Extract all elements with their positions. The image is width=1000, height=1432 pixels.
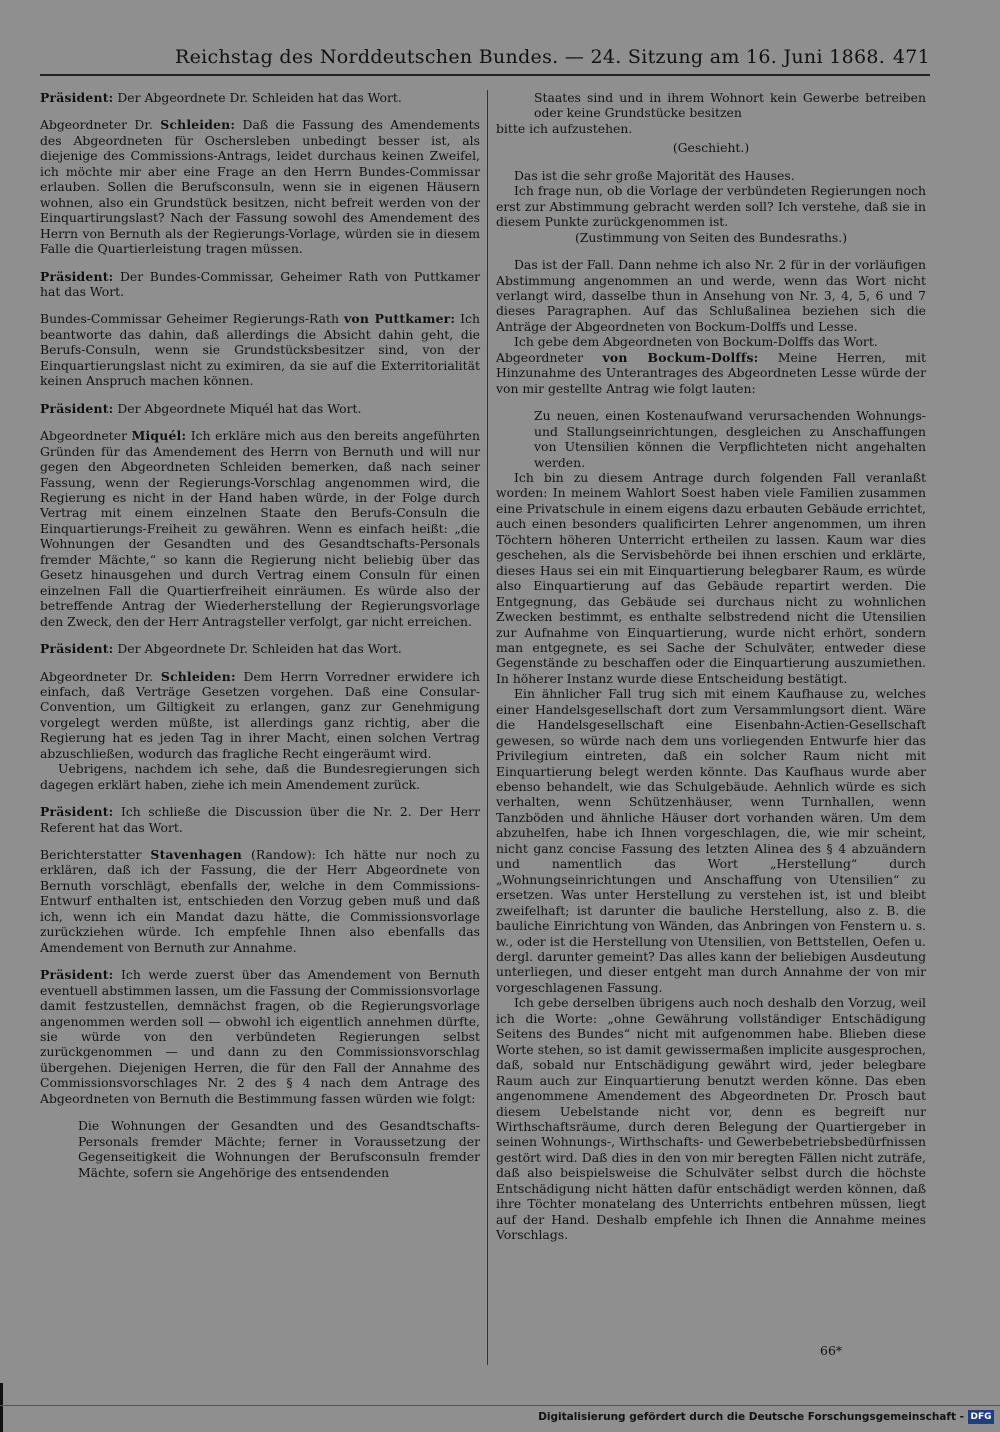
left-column [40,90,480,1180]
speaker-name: von Puttkamer: [344,311,456,327]
speaker-title: Abgeordneter Dr. [40,117,153,133]
paragraph [496,183,926,229]
speaker-name: Schleiden: [160,668,236,684]
speaker-name: Stavenhagen [150,847,243,863]
paragraph [78,1118,480,1180]
speaker-name: Präsident: [40,268,114,284]
speaker-name: Präsident: [40,967,114,983]
paragraph-text: Der Bundes-Commissar, Geheimer Rath von Puttkamer hat das Wort. [40,268,480,299]
paragraph-text: Der Abgeordnete Dr. Schleiden hat das Wort. [117,641,402,657]
paragraph-text: Zu neuen, einen Kostenaufwand verursachenden Wohnungs- und Stallungseinrichtungen, desgleichen zu Anschaffungen von Utensilien können die Verpflichteten nicht angehalten werden. [534,408,926,470]
speaker-title: Abgeordneter Dr. [40,668,154,684]
paragraph [534,90,926,121]
sheet-signature: 66* [820,1343,843,1358]
page-header [40,46,930,72]
paragraph-text: Daß die Fassung des Amendements des Abgeordneten für Oschersleben unbedingt besser ist, als diejenige des Commissions-Antrags, leidet durchaus keinen Zweifel, ich möchte mir aber eine Frage an den Herrn Bundes-Commissar erlauben. Sollen die Berufsconsuln, wenn sie in eigenen Häusern wohnen, also ein Grundstück besitzen, nicht befreit werden von der Einquartirungslast? Nach der Fassung sowohl des Amendement des Herrn von Bernuth als der Regierungs-Vorlage, würden sie in diesem Falle die Quartierleistung tragen müssen. [40,117,480,257]
paragraph-text: Der Abgeordnete Miquél hat das Wort. [117,400,362,416]
funding-credit: Digitalisierung gefördert durch die Deutsche Forschungsgemeinschaft - [538,1411,964,1423]
paragraph-text: Staates sind und in ihrem Wohnort kein Gewerbe betreiben oder keine Grundstücke besitzen [534,90,926,121]
paragraph [40,967,480,1106]
scan-edge-mark [0,1383,3,1432]
paragraph [534,408,926,470]
paragraph-text: Das ist die sehr große Majorität des Hauses. [514,167,795,183]
speaker-title: Berichterstatter [40,847,142,863]
speaker-name: Miquél: [131,428,187,444]
paragraph [40,847,480,955]
paragraph [40,401,480,416]
paragraph-text: Die Wohnungen der Gesandten und des Gesandtschafts-Personals fremder Mächte; ferner in Voraussetzung der Gegenseitigkeit die Wohnungen der Berufsconsuln fremder Mächte, sofern sie Angehörige des entsendenden [78,1118,480,1180]
speaker-name: Präsident: [40,400,114,416]
paragraph-text: Dem Herrn Vorredner erwidere ich einfach, daß Verträge Gesetzen vorgehen. Daß eine Consular-Convention, um Giltigkeit zu erlangen, ganz zur Genehmigung vorgelegt werden müßte, ist allerdings ganz richtig, aber die Regierung hat es jeden Tag in ihrer Macht, einen solchen Vertrag abzuschließen, wodurch das fragliche Recht eingeräumt wird. [40,668,480,761]
paragraph-text: Der Abgeordnete Dr. Schleiden hat das Wort. [117,90,402,105]
speaker-name: Präsident: [40,90,114,105]
paragraph [40,117,480,256]
speaker-name: Präsident: [40,804,114,820]
paragraph-text: Ich gebe derselben übrigens auch noch deshalb den Vorzug, weil ich die Worte: „ohne Gewährung vollständiger Entschädigung Seitens des Bundes“ nicht mit aufgenommen habe. Blieben diese Worte stehen, so ist damit gewissermaßen implicite ausgesprochen, daß, sobald nur Entschädigung gewährt wird, jeder belegbare Raum auch zur Einquartierung benutzt werden könne. Das eben angenommene Amendement des Abgeordneten Dr. Prosch baut diesem Uebelstande nicht vor, denn es begreift nur Wirthschaftsräume, durch deren Belegung der Quartiergeber in seinen Wohnungs-, Wirthschafts- und Gewerbebetriebsbedürfnissen gestört wird. Daß dies in den von mir beregten Fällen nicht zuträfe, daß also beispielsweise die Schulväter selbst durch die höchste Entschädigung nicht hätten dafür entschädigt werden können, daß ihre Töchter monatelang des Unterrichts entbehren müssen, liegt auf der Hand. Deshalb empfehle ich Ihnen die Annahme meines Vorschlags. [496,995,926,1243]
paragraph-text: Ich werde zuerst über das Amendement von Bernuth eventuell abstimmen lassen, um die Fassung der Commissionsvorlage damit festzustellen, demnächst fragen, ob die Regierungsvorlage angenommen werden soll — obwohl ich eigentlich annehmen dürfte, sie würde von den verbündeten Regierungen selbst zurückgenommen — und dann zu den Commissionsvorschlag übergehen. Diejenigen Herren, die für den Fall der Annahme des Commissionsvorschlages Nr. 2 des § 4 nach dem Antrage des Abgeordneten von Bernuth die Bestimmung fassen würden wie folgt: [40,967,480,1106]
paragraph-text: Das ist der Fall. Dann nehme ich also Nr. 2 für in der vorläufigen Abstimmung angenommen an und werde, wenn das Wort nicht verlangt wird, dasselbe thun in Ansehung von Nr. 3, 4, 5, 6 und 7 dieses Paragraphen. Auf das Schlußalinea beziehen sich die Anträge der Abgeordneten von Bockum-Dolffs und Lesse. [496,257,926,334]
speaker-name: Präsident: [40,641,114,657]
page-title: Reichstag des Norddeutschen Bundes. — 24. Sitzung am 16. Juni 1868. [175,46,886,68]
paragraph [496,470,926,686]
right-column [496,90,926,1243]
speaker-name: von Bockum-Dolffs: [602,349,759,365]
paragraph-text: Ich bin zu diesem Antrage durch folgenden Fall veranlaßt worden: In meinem Wahlort Soest haben viele Familien zusammen eine Privatschule in einem eigens dazu erbauten Gebäude errichtet, auch einen besonders qualificirten Lehrer angenommen, um ihren Töchtern höheren Unterricht ertheilen zu lassen. Kaum war dies geschehen, als die Servisbehörde bei ihnen erschien und erklärte, dieses Haus sei ein mit Einquartierung belegbarer Raum, es würde also Einquartierung auf das Gebäude repartirt werden. Die Entgegnung, das Gebäude sei durchaus nicht zu wohnlichen Zwecken bestimmt, es enthalte selbstredend nicht die Utensilien zur Aufnahme von Einquartierung, wurde nicht erhört, sondern man entgegnete, es sei Sache der Schulväter, entweder diese Gegenstände zu beschaffen oder die Einquartierung auszumiethen. In höherer Instanz wurde diese Entscheidung bestätigt. [496,469,926,686]
paragraph [496,230,926,245]
paragraph [496,686,926,995]
paragraph [40,269,480,300]
paragraph-text: Meine Herren, mit Hinzunahme des Unterantrages des Abgeordneten Lesse würde der von mir gestellte Antrag wie folgt lauten: [496,349,926,396]
paragraph-text: Ich beantworte das dahin, daß allerdings die Absicht dahin geht, die Berufs-Consuln, wenn sie Grundstücksbesitzer sind, von der Einquartierungslast nicht zu eximiren, da sie auf die Exterritorialität keinen Anspruch machen können. [40,311,480,389]
paragraph-text: Ich erkläre mich aus den bereits angeführten Gründen für das Amendement des Herrn von Bernuth und will nur gegen den Abgeordneten Schleiden bemerken, daß nach seiner Fassung, wenn der Regierungs-Vorschlag angenommen wird, die Regierung es nicht in der Hand haben würde, in der Folge durch Vertrag mit einem einzelnen Staate den Berufs-Consuln die Einquartierungs-Freiheit zu gewähren. Wenn es einfach heißt: „die Wohnungen der Gesandten und des Gesandtschafts-Personals fremder Mächte,“ so kann die Regierung nicht beliebig über das Gesetz hinausgehen und durch Vertrag einem Consuln für einen einzelnen Fall die Quartierfreiheit einräumen. Es würde also der betreffende Antrag der Wiederherstellung der Regierungsvorlage den Zweck, den der Herr Antragsteller verfolgt, gar nicht erreichen. [40,428,480,629]
paragraph [496,140,926,155]
header-rule [40,74,930,76]
speaker-title: Abgeordneter [496,349,584,365]
speaker-title: Abgeordneter [40,428,128,444]
paragraph-text: (Randow): Ich hätte nur noch zu erklären, daß ich der Fassung, die der Herr Abgeordnete von Bernuth vorschlägt, ebenfalls der, welche in dem Commissions-Entwurf enthalten ist, entschieden den Vorzug geben muß und daß ich, wenn ich ein Mandat dazu hätte, die Commissionsvorlage zurückziehen würde. Ich empfehle Ihnen also ebenfalls das Amendement von Bernuth zur Annahme. [40,847,480,955]
paragraph [496,168,926,183]
page-number: 471 [892,46,930,68]
paragraph [40,669,480,762]
speaker-name: Schleiden: [160,117,236,133]
footer-rule [0,1405,1000,1406]
paragraph [496,334,926,349]
paragraph [40,428,480,629]
paragraph-text: Ich frage nun, ob die Vorlage der verbündeten Regierungen noch erst zur Abstimmung gebracht werden soll? Ich verstehe, daß sie in diesem Punkte zurückgenommen ist. [496,183,926,230]
dfg-logo: DFG [968,1410,994,1424]
column-divider [487,90,488,1365]
paragraph-text: Ein ähnlicher Fall trug sich mit einem Kaufhause zu, welches einer Handelsgesellschaft dort zum Versammlungsort dient. Wäre die Handelsgesellschaft eine Eisenbahn-Actien-Gesellschaft gewesen, so würde nach dem uns vorliegenden Entwurfe hier das Privilegium eintreten, daß ein solcher Raum nicht mit Einquartierung belegt werden könnte. Das Kaufhaus wurde aber ebenso behandelt, wie das Schulgebäude. Aehnlich würde es sich verhalten, wenn Schützenhäuser, wenn Turnhallen, wenn Tanzböden und ähnliche Häuser dort vorhanden wären. Um dem abzuhelfen, habe ich Ihnen vorgeschlagen, die, wie mir scheint, nicht ganz concise Fassung des letzten Alinea des § 4 abzuändern und namentlich das Wort „Herstellung“ durch „Wohnungseinrichtungen und Anschaffung von Utensilien“ zu ersetzen. Was unter Herstellung zu verstehen ist, ist und bleibt zweifelhaft; ist darunter die bauliche Herstellung, also z. B. die bauliche Einrichtung von Wänden, das Anbringen von Fenstern u. s. w., oder ist die Herstellung von Utensilien, von Bettstellen, Oefen u. dergl. darunter gemeint? Das alles kann der beliebigen Ausdeutung unterliegen, und dieser entgeht man durch Annahme der von mir vorgeschlagenen Fassung. [496,686,926,995]
paragraph [496,350,926,396]
paragraph-text: Ich schließe die Discussion über die Nr. 2. Der Herr Referent hat das Wort. [40,804,480,835]
paragraph-text: (Zustimmung von Seiten des Bundesraths.) [574,229,848,245]
paragraph-text: bitte ich aufzustehen. [496,120,633,136]
paragraph [40,311,480,388]
paragraph [496,257,926,334]
paragraph [40,90,480,105]
paragraph-text: (Geschieht.) [672,140,750,156]
paragraph-text: Ich gebe dem Abgeordneten von Bockum-Dolffs das Wort. [514,334,878,350]
speaker-title: Bundes-Commissar Geheimer Regierungs-Rath [40,311,340,327]
paragraph [496,121,926,136]
paragraph [40,641,480,656]
paragraph [496,995,926,1242]
paragraph-continuation: Uebrigens, nachdem ich sehe, daß die Bundesregierungen sich dagegen erklärt haben, ziehe ich mein Amendement zurück. [40,761,480,792]
paragraph [40,804,480,835]
